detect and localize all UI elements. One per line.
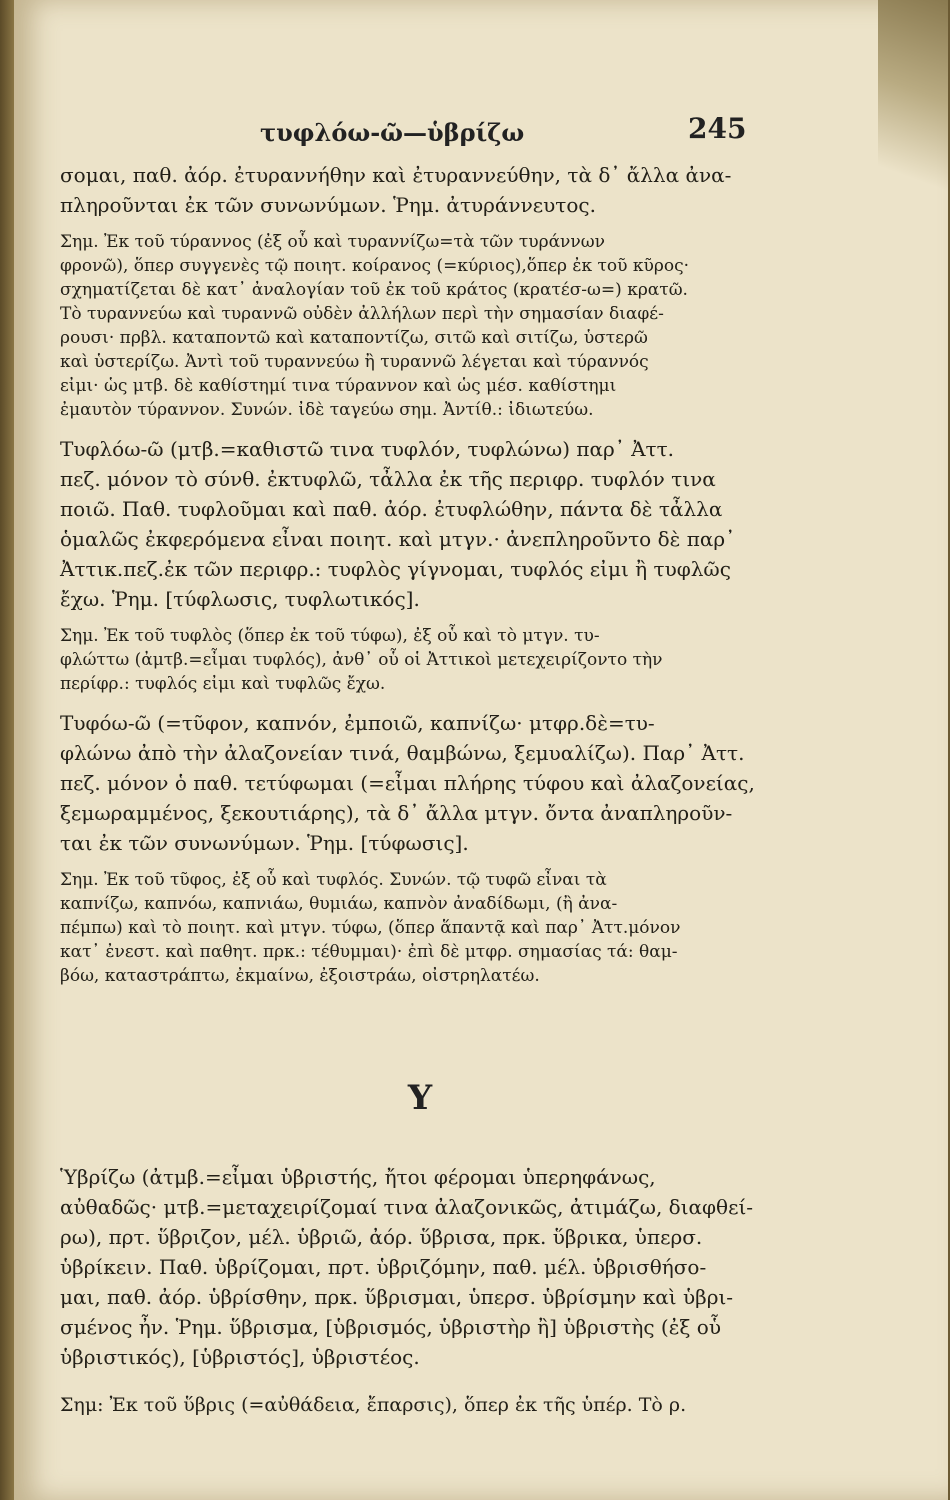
text-line: Τὸ τυραννεύω καὶ τυραννῶ οὐδὲν ἀλλήλων περὶ τὴν σημασίαν διαφέ- xyxy=(60,304,664,324)
text-line: σμένος ἦν. Ῥημ. ὕβρισμα, [ὑβρισμός, ὑβριστὴρ ἢ] ὑβριστὴς (ἐξ οὗ xyxy=(60,1315,722,1339)
entry-note xyxy=(60,230,780,422)
text-line: Σημ. Ἐκ τοῦ τύραννος (ἐξ οὗ καὶ τυραννίζω=τὰ τῶν τυράννων xyxy=(60,232,605,252)
text-line: Ἀττικ.πεζ.ἐκ τῶν περιφρ.: τυφλὸς γίγνομαι, τυφλός εἰμι ἢ τυφλῶς xyxy=(60,557,731,581)
dictionary-entry xyxy=(60,708,780,858)
text-line: φρονῶ), ὅπερ συγγενὲς τῷ ποιητ. κοίρανος (=κύριος),ὅπερ ἐκ τοῦ κῦρος· xyxy=(60,256,690,276)
text-line: ὁμαλῶς ἐκφερόμενα εἶναι ποιητ. καὶ μτγν.· ἀνεπληροῦντο δὲ παρ᾽ xyxy=(60,527,736,551)
text-line: ξεμωραμμένος, ξεκουτιάρης), τὰ δ᾽ ἄλλα μτγν. ὄντα ἀναπληροῦν- xyxy=(60,801,733,825)
text-line: ὑβριστικός), [ὑβριστός], ὑβριστέος. xyxy=(60,1345,420,1369)
text-line: κατ᾽ ἐνεστ. καὶ παθητ. πρκ.: τέθυμμαι)· ἐπὶ δὲ μτφρ. σημασίας τά: θαμ- xyxy=(60,942,678,962)
book-gutter xyxy=(0,0,14,1500)
text-line: καὶ ὑστερίζω. Ἀντὶ τοῦ τυραννεύω ἢ τυραννῶ λέγεται καὶ τύραννός xyxy=(60,352,649,372)
text-line: πεζ. μόνον τὸ σύνθ. ἐκτυφλῶ, τἆλλα ἐκ τῆς περιφρ. τυφλόν τινα xyxy=(60,467,716,491)
text-line: βόω, καταστράπτω, ἐκμαίνω, ἐξοιστράω, οἰστρηλατέω. xyxy=(60,966,540,986)
text-line: ποιῶ. Παθ. τυφλοῦμαι καὶ παθ. ἀόρ. ἐτυφλώθην, πάντα δὲ τἆλλα xyxy=(60,497,723,521)
text-line: Σημ: Ἐκ τοῦ ὕβρις (=αὐθάδεια, ἔπαρσις), ὅπερ ἐκ τῆς ὑπέρ. Τὸ ρ. xyxy=(60,1394,687,1416)
text-line: περίφρ.: τυφλός εἰμι καὶ τυφλῶς ἔχω. xyxy=(60,674,386,694)
text-block-upper xyxy=(60,160,780,988)
text-line: πληροῦνται ἐκ τῶν συνωνύμων. Ῥημ. ἀτυράννευτος. xyxy=(60,193,596,217)
page-number: 245 xyxy=(688,112,747,145)
entry-note xyxy=(60,868,780,988)
entry-note xyxy=(60,1392,780,1419)
text-line: ὑβρίκειν. Παθ. ὑβρίζομαι, πρτ. ὑβριζόμην, παθ. μέλ. ὑβρισθήσο- xyxy=(60,1255,707,1279)
text-line: ἔχω. Ῥημ. [τύφλωσις, τυφλωτικός]. xyxy=(60,587,420,611)
dictionary-entry xyxy=(60,434,780,614)
text-line: ρω), πρτ. ὕβριζον, μέλ. ὑβριῶ, ἀόρ. ὕβρισα, πρκ. ὕβρικα, ὑπερσ. xyxy=(60,1225,703,1249)
text-line: μαι, παθ. ἀόρ. ὑβρίσθην, πρκ. ὕβρισμαι, ὑπερσ. ὑβρίσμην καὶ ὑβρι- xyxy=(60,1285,734,1309)
page-header xyxy=(0,112,950,152)
text-line: σομαι, παθ. ἀόρ. ἐτυραννήθην καὶ ἐτυραννεύθην, τὰ δ᾽ ἄλλα ἀνα- xyxy=(60,163,732,187)
text-line: Σημ. Ἐκ τοῦ τῦφος, ἐξ οὗ καὶ τυφλός. Συνών. τῷ τυφῶ εἶναι τὰ xyxy=(60,870,607,890)
text-line: φλώνω ἀπὸ τὴν ἀλαζονείαν τινά, θαμβώνω, ξεμυαλίζω). Παρ᾽ Ἀττ. xyxy=(60,741,745,765)
text-line: εἰμι· ὡς μτβ. δὲ καθίστημί τινα τύραννον καὶ ὡς μέσ. καθίστημι xyxy=(60,376,617,396)
text-line: ἐμαυτὸν τύραννον. Συνών. ἰδὲ ταγεύω σημ. Ἀντίθ.: ἰδιωτεύω. xyxy=(60,400,594,420)
text-line: πεζ. μόνον ὁ παθ. τετύφωμαι (=εἶμαι πλήρης τύφου καὶ ἀλαζονείας, xyxy=(60,771,755,795)
running-head: τυφλόω-ῶ—ὑβρίζω xyxy=(260,118,525,147)
dictionary-entry xyxy=(60,1162,780,1372)
text-block-lower xyxy=(60,1162,780,1419)
text-line: Τυφλόω-ῶ (μτβ.=καθιστῶ τινα τυφλόν, τυφλώνω) παρ᾽ Ἀττ. xyxy=(60,437,675,461)
text-line: αὐθαδῶς· μτβ.=μεταχειρίζομαί τινα ἀλαζονικῶς, ἀτιμάζω, διαφθεί- xyxy=(60,1195,754,1219)
text-line: Σημ. Ἐκ τοῦ τυφλὸς (ὅπερ ἐκ τοῦ τύφω), ἐξ οὗ καὶ τὸ μτγν. τυ- xyxy=(60,626,600,646)
dictionary-entry xyxy=(60,160,780,220)
text-line: σχηματίζεται δὲ κατ᾽ ἀναλογίαν τοῦ ἐκ τοῦ κράτος (κρατέσ-ω=) κρατῶ. xyxy=(60,280,688,300)
text-line: πέμπω) καὶ τὸ ποιητ. καὶ μτγν. τύφω, (ὅπερ ἅπαντᾷ καὶ παρ᾽ Ἀττ.μόνον xyxy=(60,918,681,938)
text-line: Ὑβρίζω (ἀτμβ.=εἶμαι ὑβριστής, ἤτοι φέρομαι ὑπερηφάνως, xyxy=(60,1165,656,1189)
text-line: Τυφόω-ῶ (=τῦφον, καπνόν, ἐμποιῶ, καπνίζω· μτφρ.δὲ=τυ- xyxy=(60,711,655,735)
section-letter-upsilon: Υ xyxy=(407,1078,433,1118)
text-line: φλώττω (ἀμτβ.=εἶμαι τυφλός), ἀνθ᾽ οὗ οἱ Ἀττικοὶ μετεχειρίζοντο τὴν xyxy=(60,650,663,670)
entry-note xyxy=(60,624,780,696)
text-line: ρουσι· πρβλ. καταποντῶ καὶ καταποντίζω, σιτῶ καὶ σιτίζω, ὑστερῶ xyxy=(60,328,648,348)
text-line: ται ἐκ τῶν συνωνύμων. Ῥημ. [τύφωσις]. xyxy=(60,831,469,855)
page-body xyxy=(60,160,780,1419)
text-line: καπνίζω, καπνόω, καπνιάω, θυμιάω, καπνὸν ἀναδίδωμι, (ἢ ἀνα- xyxy=(60,894,618,914)
